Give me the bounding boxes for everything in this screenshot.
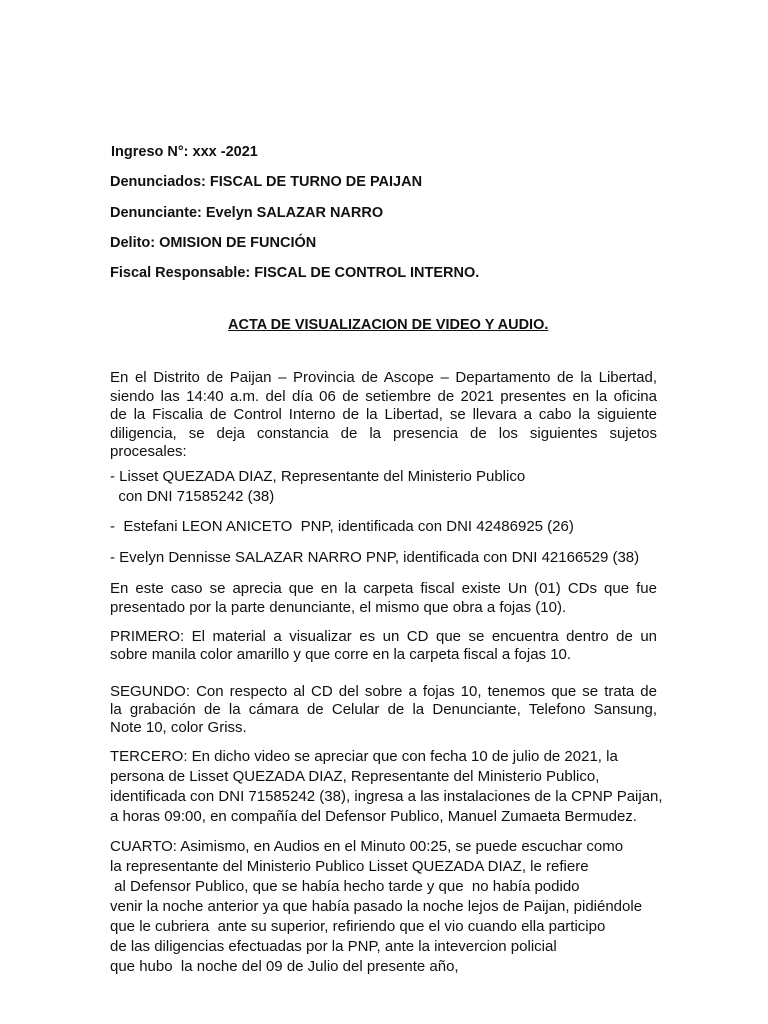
cuarto-line: que le cubriera ante su superior, refiriendo que el vio cuando ella participo [110, 918, 606, 935]
tercero-line: a horas 09:00, en compañía del Defensor Publico, Manuel Zumaeta Bermudez. [110, 808, 637, 825]
intro-line: procesales: [110, 443, 187, 460]
document-title: ACTA DE VISUALIZACION DE VIDEO Y AUDIO. [228, 317, 549, 333]
segundo-line: la grabación de la cámara de Celular de la Denunciante, Telefono Sansung, [110, 701, 657, 718]
intro-line: diligencia, se deja constancia de la presencia de los siguientes sujetos [110, 425, 657, 442]
caso-line: En este caso se aprecia que en la carpeta fiscal existe Un (01) CDs que fue [110, 580, 657, 597]
intro-line: de la Fiscalia de Control Interno de la Libertad, se llevara a cabo la siguiente [110, 406, 657, 423]
subject-item: con DNI 71585242 (38) [110, 488, 275, 505]
tercero-line: identificada con DNI 71585242 (38), ingresa a las instalaciones de la CPNP Paijan, [110, 788, 663, 805]
intro-line: siendo las 14:40 a.m. del día 06 de setiembre de 2021 presentes en la oficina [110, 388, 657, 405]
tercero-line: TERCERO: En dicho video se apreciar que con fecha 10 de julio de 2021, la [110, 748, 618, 765]
cuarto-line: al Defensor Publico, que se había hecho tarde y que no había podido [110, 878, 580, 895]
ingreso-number: Ingreso N°: xxx -2021 [111, 144, 258, 160]
cuarto-line: la representante del Ministerio Publico Lisset QUEZADA DIAZ, le refiere [110, 858, 589, 875]
cuarto-line: de las diligencias efectuadas por la PNP, ante la intevercion policial [110, 938, 557, 955]
intro-line: En el Distrito de Paijan – Provincia de Ascope – Departamento de la Libertad, [110, 369, 657, 386]
tercero-line: persona de Lisset QUEZADA DIAZ, Representante del Ministerio Publico, [110, 768, 600, 785]
cuarto-line: que hubo la noche del 09 de Julio del presente año, [110, 958, 459, 975]
caso-line: presentado por la parte denunciante, el mismo que obra a fojas (10). [110, 599, 567, 616]
cuarto-line: venir la noche anterior ya que había pasado la noche lejos de Paijan, pidiéndole [110, 898, 643, 915]
subject-item: - Lisset QUEZADA DIAZ, Representante del Ministerio Publico [110, 468, 526, 485]
fiscal-responsable-line: Fiscal Responsable: FISCAL DE CONTROL INTERNO. [110, 265, 480, 281]
denunciante-line: Denunciante: Evelyn SALAZAR NARRO [110, 205, 384, 221]
segundo-line: Note 10, color Griss. [110, 719, 247, 736]
segundo-line: SEGUNDO: Con respecto al CD del sobre a fojas 10, tenemos que se trata de [110, 683, 657, 700]
denunciados-line: Denunciados: FISCAL DE TURNO DE PAIJAN [110, 174, 423, 190]
cuarto-line: CUARTO: Asimismo, en Audios en el Minuto 00:25, se puede escuchar como [110, 838, 624, 855]
primero-line: sobre manila color amarillo y que corre en la carpeta fiscal a fojas 10. [110, 646, 572, 663]
subject-item: - Estefani LEON ANICETO PNP, identificada con DNI 42486925 (26) [110, 518, 574, 535]
subject-item: - Evelyn Dennisse SALAZAR NARRO PNP, identificada con DNI 42166529 (38) [110, 549, 640, 566]
primero-line: PRIMERO: El material a visualizar es un CD que se encuentra dentro de un [110, 628, 657, 645]
delito-line: Delito: OMISION DE FUNCIÓN [110, 235, 317, 251]
